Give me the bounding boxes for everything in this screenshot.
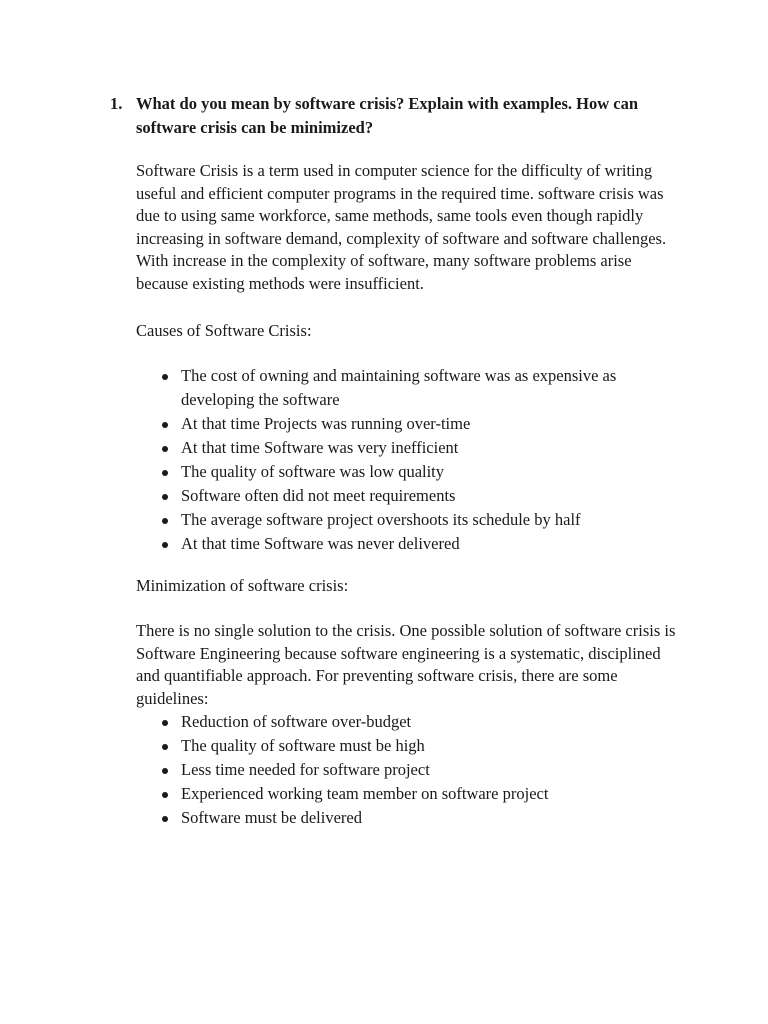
intro-paragraph-block (136, 160, 676, 295)
minimization-paragraph-block (136, 620, 676, 710)
list-item (136, 532, 676, 556)
list-item-text: Software often did not meet requirements (181, 486, 456, 505)
bullet-icon (162, 792, 168, 798)
bullet-icon (162, 744, 168, 750)
bullet-icon (162, 518, 168, 524)
minimization-list-block (136, 710, 676, 830)
bullet-icon (162, 422, 168, 428)
minimization-paragraph: There is no single solution to the crisis. One possible solution of software crisis is Software Engineering because software engineering is a systematic, disciplined and quantifiable approach. For preventing software crisis, there are some guidelines: (136, 621, 676, 708)
causes-list-block (136, 364, 676, 556)
causes-heading: Causes of Software Crisis: (136, 321, 312, 340)
bullet-icon (162, 374, 168, 380)
minimization-list (136, 710, 676, 830)
bullet-icon (162, 720, 168, 726)
list-item (136, 460, 676, 484)
list-item-text: At that time Software was very inefficient (181, 438, 459, 457)
list-item-text: The quality of software was low quality (181, 462, 445, 481)
list-item (136, 412, 676, 436)
causes-list (136, 364, 676, 556)
list-item-text: Software must be delivered (181, 808, 362, 827)
list-item (136, 782, 676, 806)
minimization-heading-block (136, 575, 676, 598)
bullet-icon (162, 470, 168, 476)
list-item (136, 508, 676, 532)
list-item-text: The quality of software must be high (181, 736, 425, 755)
list-item (136, 436, 676, 460)
minimization-heading: Minimization of software crisis: (136, 576, 349, 595)
bullet-icon (162, 494, 168, 500)
bullet-icon (162, 446, 168, 452)
list-item-text: Reduction of software over-budget (181, 712, 412, 731)
list-item-text: The cost of owning and maintaining software was as expensive as developing the software (181, 366, 617, 409)
question-text: What do you mean by software crisis? Explain with examples. How can software crisis can be minimized? (136, 94, 639, 137)
list-item (136, 806, 676, 830)
intro-paragraph: Software Crisis is a term used in computer science for the difficulty of writing useful and efficient computer programs in the required time. software crisis was due to using same workforce, same methods, same tools even though rapidly increasing in software demand, complexity of software and software challenges. With increase in the complexity of software, many software problems arise because existing methods were insufficient. (136, 161, 667, 293)
list-item (136, 758, 676, 782)
list-item (136, 364, 676, 412)
list-item-text: At that time Software was never delivered (181, 534, 460, 553)
bullet-icon (162, 768, 168, 774)
question-number: 1. (110, 94, 123, 113)
bullet-icon (162, 816, 168, 822)
list-item-text: The average software project overshoots its schedule by half (181, 510, 581, 529)
question-heading (110, 92, 670, 140)
list-item (136, 734, 676, 758)
bullet-icon (162, 542, 168, 548)
list-item-text: Less time needed for software project (181, 760, 430, 779)
list-item-text: At that time Projects was running over-time (181, 414, 471, 433)
causes-heading-block (136, 320, 676, 343)
list-item (136, 484, 676, 508)
list-item (136, 710, 676, 734)
list-item-text: Experienced working team member on software project (181, 784, 549, 803)
